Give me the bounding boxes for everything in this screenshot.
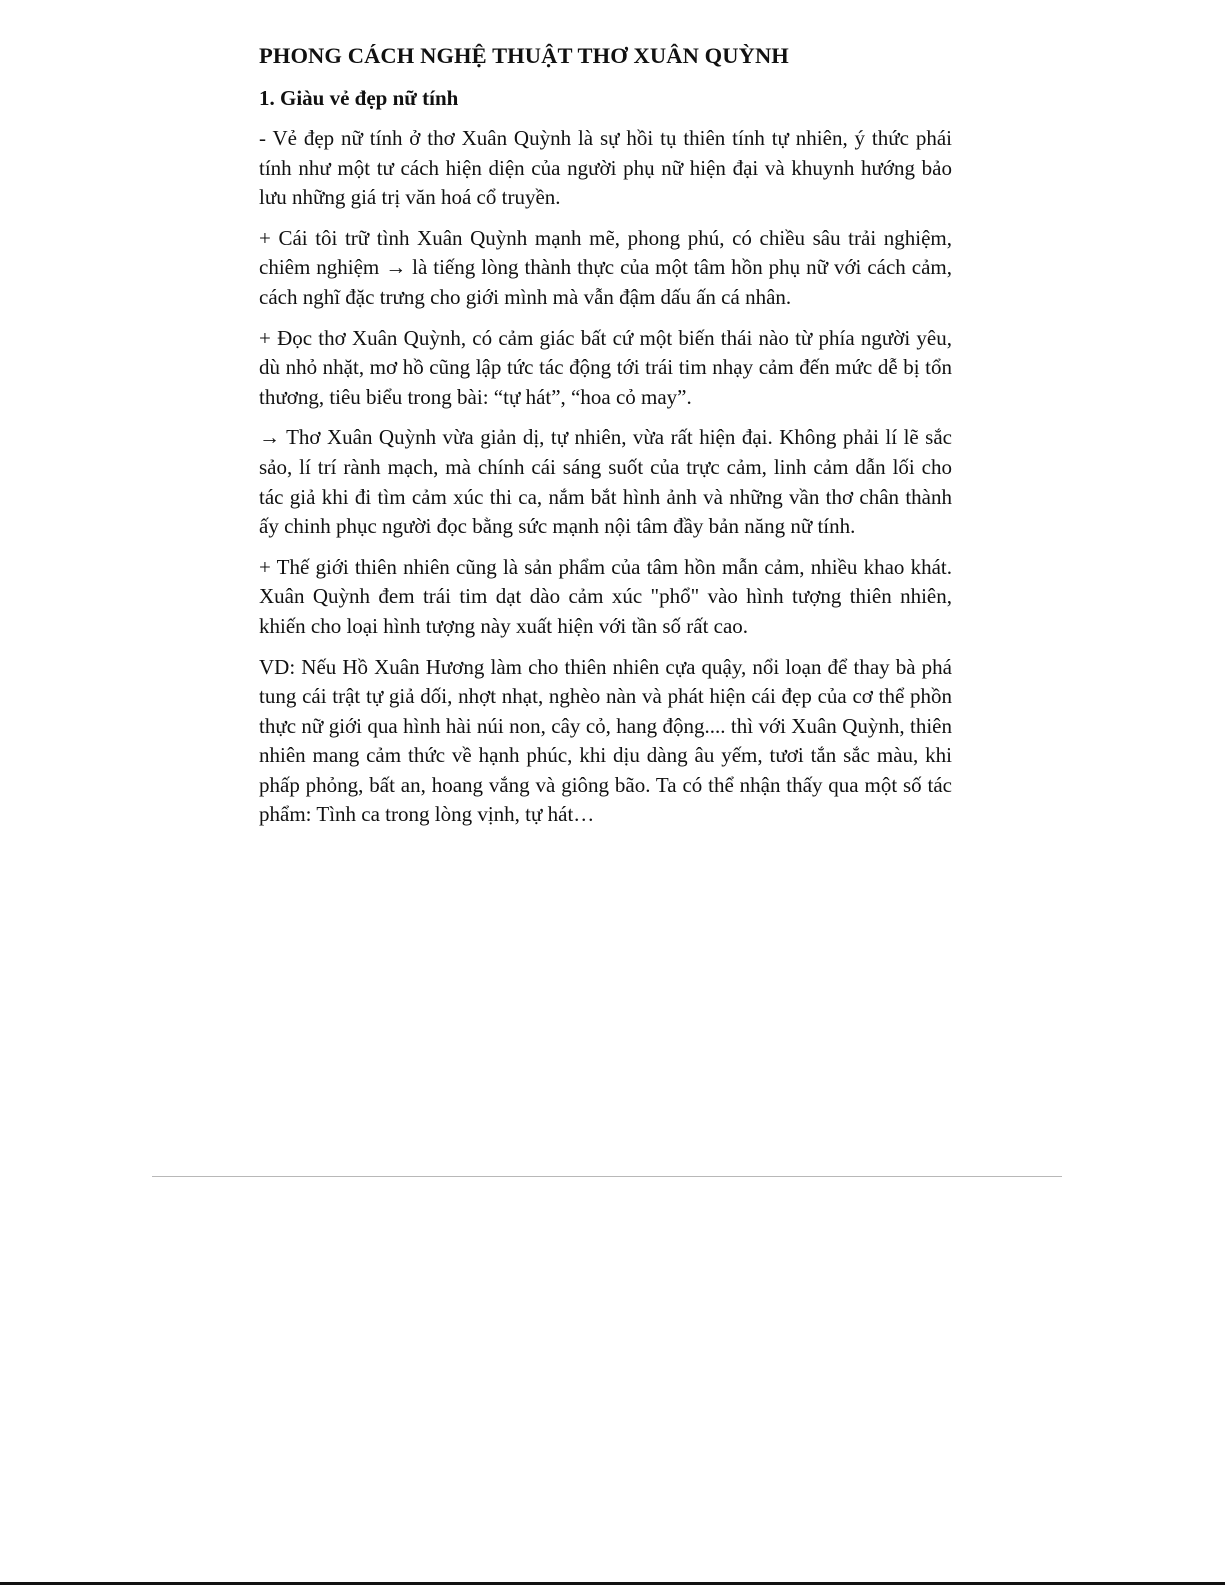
section-heading: 1. Giàu vẻ đẹp nữ tính	[259, 86, 459, 110]
footer-divider	[152, 1176, 1062, 1177]
paragraph-2: + Cái tôi trữ tình Xuân Quỳnh mạnh mẽ, phong phú, có chiều sâu trải nghiệm, chiêm nghiệm → là tiếng lòng thành thực của một tâm hồn phụ nữ với cách cảm, cách nghĩ đặc trưng cho giới mình mà vẫn đậm dấu ấn cá nhân.	[259, 225, 952, 309]
page-title: PHONG CÁCH NGHỆ THUẬT THƠ XUÂN QUỲNH	[259, 43, 789, 68]
paragraph-6: VD: Nếu Hồ Xuân Hương làm cho thiên nhiên cựa quậy, nổi loạn để thay bà phá tung cái trật tự giả dối, nhợt nhạt, nghèo nàn và phát hiện cái đẹp của cơ thể phồn thực nữ giới qua hình hài núi non, cây cỏ, hang động.... thì với Xuân Quỳnh, thiên nhiên mang cảm thức về hạnh phúc, khi dịu dàng âu yếm, tươi tắn sắc màu, khi phấp phỏng, bất an, hoang vắng và giông bão. Ta có thể nhận thấy qua một số tác phẩm: Tình ca trong lòng vịnh, tự hát…	[259, 654, 952, 827]
paragraph-3: + Đọc thơ Xuân Quỳnh, có cảm giác bất cứ một biến thái nào từ phía người yêu, dù nhỏ nhặt, mơ hồ cũng lập tức tác động tới trái tim nhạy cảm đến mức dễ bị tổn thương, tiêu biểu trong bài: “tự hát”, “hoa cỏ may”.	[259, 325, 952, 409]
paragraph-4: → Thơ Xuân Quỳnh vừa giản dị, tự nhiên, vừa rất hiện đại. Không phải lí lẽ sắc sảo, lí trí rành mạch, mà chính cái sáng suốt của trực cảm, linh cảm dẫn lối cho tác giả khi đi tìm cảm xúc thi ca, nắm bắt hình ảnh và những vần thơ chân thành ấy chinh phục người đọc bằng sức mạnh nội tâm đầy bản năng nữ tính.	[259, 425, 952, 539]
document-body	[259, 40, 952, 841]
paragraph-1: - Vẻ đẹp nữ tính ở thơ Xuân Quỳnh là sự hồi tụ thiên tính tự nhiên, ý thức phái tính như một tư cách hiện diện của người phụ nữ hiện đại và khuynh hướng bảo lưu những giá trị văn hoá cổ truyền.	[259, 126, 952, 210]
paragraph-5: + Thế giới thiên nhiên cũng là sản phẩm của tâm hồn mẫn cảm, nhiều khao khát. Xuân Quỳnh đem trái tim dạt dào cảm xúc "phổ" vào hình tượng thiên nhiên, khiến cho loại hình tượng này xuất hiện với tần số rất cao.	[259, 554, 952, 638]
